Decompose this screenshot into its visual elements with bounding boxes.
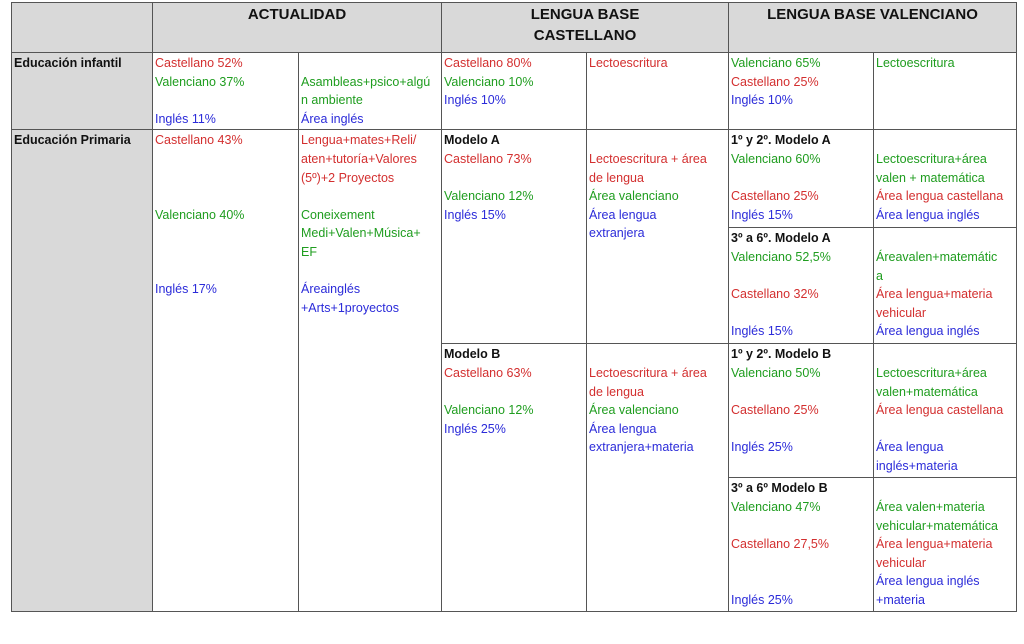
primaria-castellano-modelo-b-percentages: Modelo B Castellano 63% Valenciano 12% Inglés 25%	[442, 344, 587, 612]
language-distribution-table	[11, 2, 1017, 612]
primaria-valenciano-3-6-modelo-b-percentages: 3º a 6º Modelo B Valenciano 47% Castellano 27,5% Inglés 25%	[729, 478, 874, 612]
header-lengua-base-valenciano: LENGUA BASE VALENCIANO	[729, 3, 1017, 53]
infantil-castellano-areas: Lectoescritura	[587, 53, 729, 130]
primaria-actualidad-areas: Lengua+mates+Reli/ aten+tutoría+Valores (5º)+2 Proyectos Coneixement Medi+Valen+Música+ EF Áreainglés +Arts+1proyectos	[299, 130, 442, 612]
primaria-valenciano-1-2-modelo-a-percentages: 1º y 2º. Modelo A Valenciano 60% Castellano 25% Inglés 15%	[729, 130, 874, 228]
primaria-valenciano-1-2-modelo-b-percentages: 1º y 2º. Modelo B Valenciano 50% Castellano 25% Inglés 25%	[729, 344, 874, 478]
primaria-valenciano-3-6-modelo-b-areas: Área valen+materia vehicular+matemática Área lengua+materia vehicular Área lengua inglés +materia	[874, 478, 1017, 612]
infantil-valenciano-percentages: Valenciano 65% Castellano 25% Inglés 10%	[729, 53, 874, 130]
primaria-actualidad-percentages: Castellano 43% Valenciano 40% Inglés 17%	[153, 130, 299, 612]
infantil-actualidad-areas: Asambleas+psico+algú n ambiente Área inglés	[299, 53, 442, 130]
primaria-valenciano-1-2-modelo-a-areas: Lectoescritura+área valen + matemática Área lengua castellana Área lengua inglés	[874, 130, 1017, 228]
infantil-actualidad-percentages: Castellano 52% Valenciano 37% Inglés 11%	[153, 53, 299, 130]
row-label-primaria: Educación Primaria	[12, 130, 153, 612]
infantil-castellano-percentages: Castellano 80% Valenciano 10% Inglés 10%	[442, 53, 587, 130]
header-lengua-base-castellano: LENGUA BASE CASTELLANO	[442, 3, 729, 53]
row-label-infantil: Educación infantil	[12, 53, 153, 130]
primaria-castellano-modelo-a-areas: Lectoescritura + área de lengua Área valenciano Área lengua extranjera	[587, 130, 729, 344]
infantil-valenciano-areas: Lectoescritura	[874, 53, 1017, 130]
header-actualidad: ACTUALIDAD	[153, 3, 442, 53]
corner-cell	[12, 3, 153, 53]
primaria-valenciano-3-6-modelo-a-percentages: 3º a 6º. Modelo A Valenciano 52,5% Castellano 32% Inglés 15%	[729, 228, 874, 344]
primaria-valenciano-3-6-modelo-a-areas: Áreavalen+matemátic a Área lengua+materia vehicular Área lengua inglés	[874, 228, 1017, 344]
primaria-valenciano-1-2-modelo-b-areas: Lectoescritura+área valen+matemática Área lengua castellana Área lengua inglés+materia	[874, 344, 1017, 478]
primaria-castellano-modelo-a-percentages: Modelo A Castellano 73% Valenciano 12% Inglés 15%	[442, 130, 587, 344]
primaria-castellano-modelo-b-areas: Lectoescritura + área de lengua Área valenciano Área lengua extranjera+materia	[587, 344, 729, 612]
